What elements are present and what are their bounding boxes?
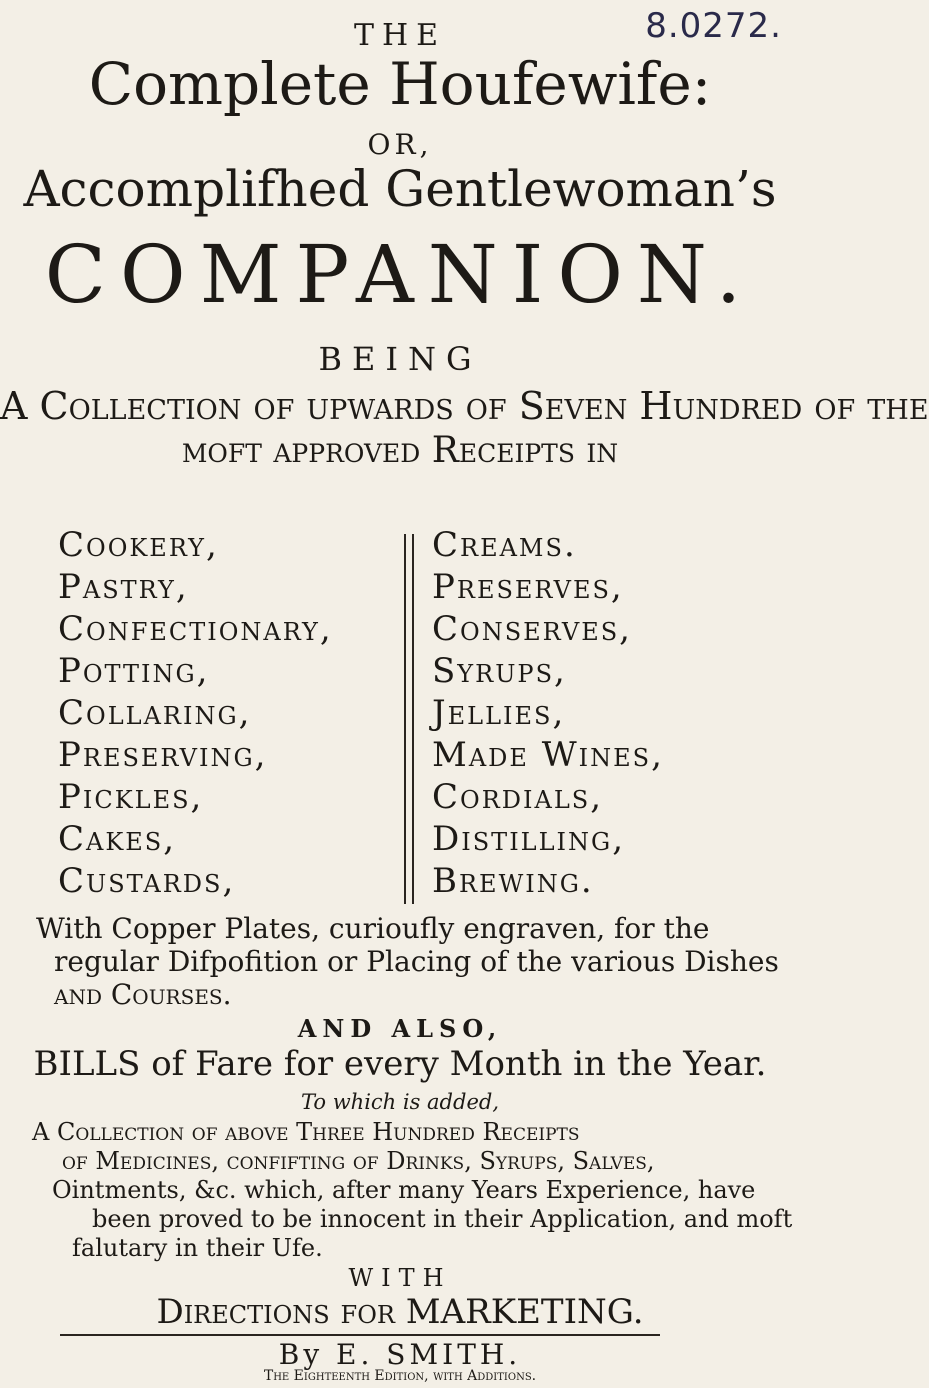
manuscript-shelfmark: 8.0272. xyxy=(645,6,782,46)
list-item: Syrups, xyxy=(432,651,567,691)
list-item: Made Wines, xyxy=(432,735,664,775)
medicines-line5: falutary in their Ufe. xyxy=(72,1234,323,1262)
title-being: BEING xyxy=(318,340,482,378)
list-item: Cakes, xyxy=(58,819,177,859)
edition: The Eighteenth Edition, with Additions. xyxy=(263,1368,537,1384)
imprint-strip xyxy=(0,1368,800,1388)
medicines-paragraph xyxy=(32,1118,792,1263)
medicines-line4: been proved to be innocent in their Application, and moft xyxy=(92,1205,793,1233)
list-item: Custards, xyxy=(58,861,236,901)
list-item: Jellies, xyxy=(432,693,566,733)
list-item: Preserves, xyxy=(432,567,624,607)
title-the: THE xyxy=(353,18,447,53)
list-item: Conserves, xyxy=(432,609,632,649)
list-item: Pickles, xyxy=(58,777,204,817)
medicines-line1: A Collection of above Three Hundred Receipts xyxy=(32,1118,580,1146)
list-item: Creams. xyxy=(432,525,577,565)
author: By E. SMITH. xyxy=(278,1338,522,1371)
list-item: Cordials, xyxy=(432,777,604,817)
with-heading: WITH xyxy=(348,1264,452,1292)
copper-plates-line2: regular Difpofition or Placing of the various Dishes xyxy=(54,945,779,978)
list-item: Distilling, xyxy=(432,819,626,859)
column-divider-right xyxy=(412,534,414,904)
recipe-list-right xyxy=(432,524,664,902)
copper-plates-paragraph xyxy=(36,912,779,1011)
added-note: To which is added, xyxy=(301,1090,499,1114)
title-collection-line1: A Collection of upwards of Seven Hundred of the xyxy=(0,384,929,428)
bills-of-fare: BILLS of Fare for every Month in the Year. xyxy=(33,1044,767,1084)
recipe-list-left xyxy=(58,524,333,902)
title-accomplished: Accomplifhed Gentlewoman’s xyxy=(23,160,777,218)
title-complete-housewife: Complete Houfewife: xyxy=(88,50,712,118)
directions-marketing: Directions for MARKETING. xyxy=(156,1292,644,1332)
medicines-line2: of Medicines, confifting of Drinks, Syrups, Salves, xyxy=(62,1147,655,1175)
copper-plates-line3: and Courses. xyxy=(54,978,232,1011)
title-collection-line2: moft approved Receipts in xyxy=(181,430,619,471)
list-item: Confectionary, xyxy=(58,609,333,649)
medicines-line3: Ointments, &c. which, after many Years Experience, have xyxy=(52,1176,756,1204)
list-item: Potting, xyxy=(58,651,210,691)
list-item: Cookery, xyxy=(58,525,219,565)
list-item: Pastry, xyxy=(58,567,189,607)
column-divider-left xyxy=(404,534,406,904)
list-item: Preserving, xyxy=(58,735,268,775)
copper-plates-line1: With Copper Plates, curioufly engraven, for the xyxy=(36,912,710,945)
list-item: Brewing. xyxy=(432,861,594,901)
rule-above-author xyxy=(60,1334,660,1336)
and-also: AND ALSO, xyxy=(297,1014,503,1043)
list-item: Collaring, xyxy=(58,693,252,733)
title-or: OR, xyxy=(367,128,433,161)
title-companion: COMPANION. xyxy=(44,228,756,321)
